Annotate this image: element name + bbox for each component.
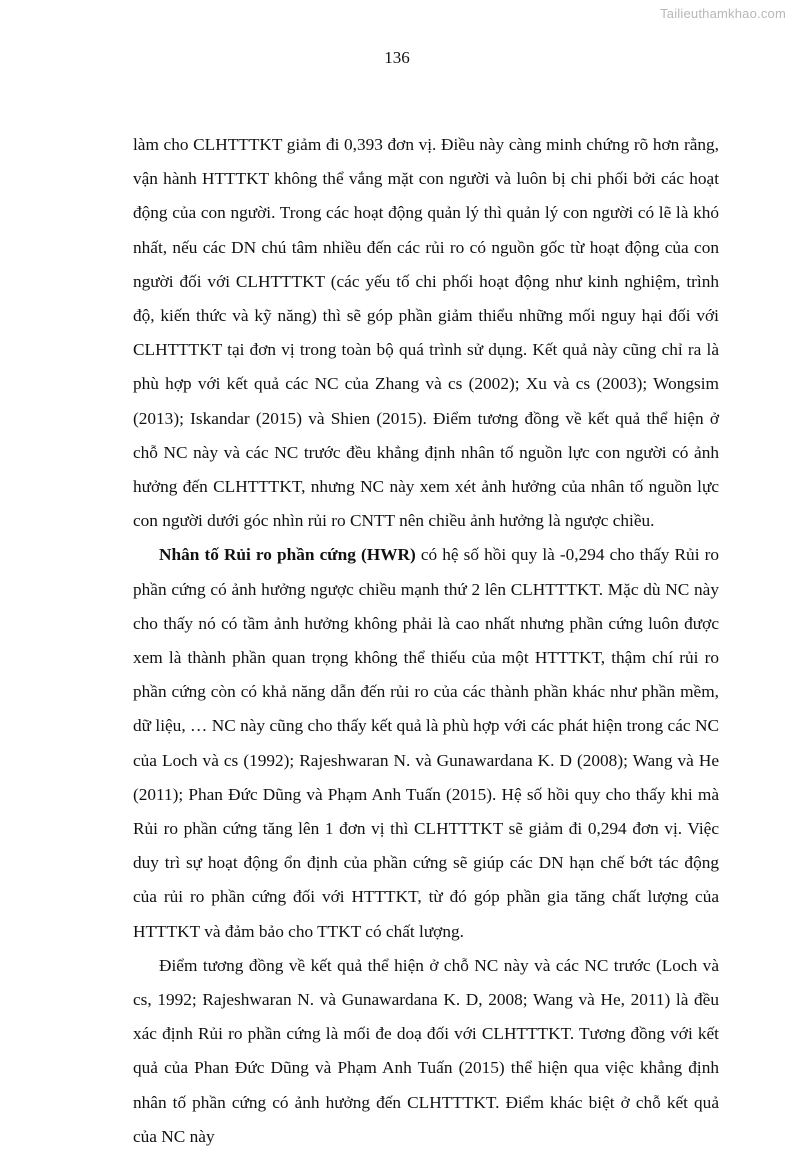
paragraph-2-text: có hệ số hồi quy là -0,294 cho thấy Rủi ro phần cứng có ảnh hưởng ngược chiều mạnh thứ 2 lên CLHTTTKT. Mặc dù NC này cho thấy nó có tầm ảnh hưởng không phải là cao nhất nhưng phần cứng luôn được xem là thành phần quan trọng không thể thiếu của một HTTTKT, thậm chí rủi ro phần cứng còn có khả năng dẫn đến rủi ro của các thành phần khác như phần mềm, dữ liệu, … NC này cũng cho thấy kết quả là phù hợp với các phát hiện trong các NC của Loch và cs (1992); Rajeshwaran N. và Gunawardana K. D (2008); Wang và He (2011); Phan Đức Dũng và Phạm Anh Tuấn (2015). Hệ số hồi quy cho thấy khi mà Rủi ro phần cứng tăng lên 1 đơn vị thì CLHTTTKT sẽ giảm đi 0,294 đơn vị. Việc duy trì sự hoạt động ổn định của phần cứng sẽ giúp các DN hạn chế bớt tác động của rủi ro phần cứng đối với HTTTKT, từ đó góp phần gia tăng chất lượng của HTTTKT và đảm bảo cho TTKT có chất lượng. xyxy=(133,545,719,941)
paragraph-3: Điểm tương đồng về kết quả thể hiện ở chỗ NC này và các NC trước (Loch và cs, 1992; Rajeshwaran N. và Gunawardana K. D, 2008; Wang và He, 2011) là đều xác định Rủi ro phần cứng là mối đe doạ đối với CLHTTTKT. Tương đồng với kết quả của Phan Đức Dũng và Phạm Anh Tuấn (2015) thể hiện qua việc khẳng định nhân tố phần cứng có ảnh hưởng đến CLHTTTKT. Điểm khác biệt ở chỗ kết quả của NC này xyxy=(133,955,719,1146)
paragraph-1: làm cho CLHTTTKT giảm đi 0,393 đơn vị. Điều này càng minh chứng rõ hơn rằng, vận hành HTTTKT không thể vắng mặt con người và luôn bị chi phối bởi các hoạt động của con người. Trong các hoạt động quản lý thì quản lý con người có lẽ là khó nhất, nếu các DN chú tâm nhiều đến các rủi ro có nguồn gốc từ hoạt động của con người đối với CLHTTTKT (các yếu tố chi phối hoạt động như kinh nghiệm, trình độ, kiến thức và kỹ năng) thì sẽ góp phần giảm thiểu những mối nguy hại đối với CLHTTTKT tại đơn vị trong toàn bộ quá trình sử dụng. Kết quả này cũng chỉ ra là phù hợp với kết quả các NC của Zhang và cs (2002); Xu và cs (2003); Wongsim (2013); Iskandar (2015) và Shien (2015). Điểm tương đồng về kết quả thể hiện ở chỗ NC này và các NC trước đều khẳng định nhân tố nguồn lực con người có ảnh hưởng đến CLHTTTKT, nhưng NC này xem xét ảnh hưởng của nhân tố nguồn lực con người dưới góc nhìn rủi ro CNTT nên chiều ảnh hưởng là ngược chiều. xyxy=(133,135,719,531)
paragraph-2 xyxy=(133,538,719,948)
watermark-text: Tailieuthamkhao.com xyxy=(660,6,786,21)
document-body xyxy=(133,128,719,1154)
paragraph-2-heading: Nhân tố Rủi ro phần cứng (HWR) xyxy=(159,545,416,565)
page-number: 136 xyxy=(384,48,410,67)
